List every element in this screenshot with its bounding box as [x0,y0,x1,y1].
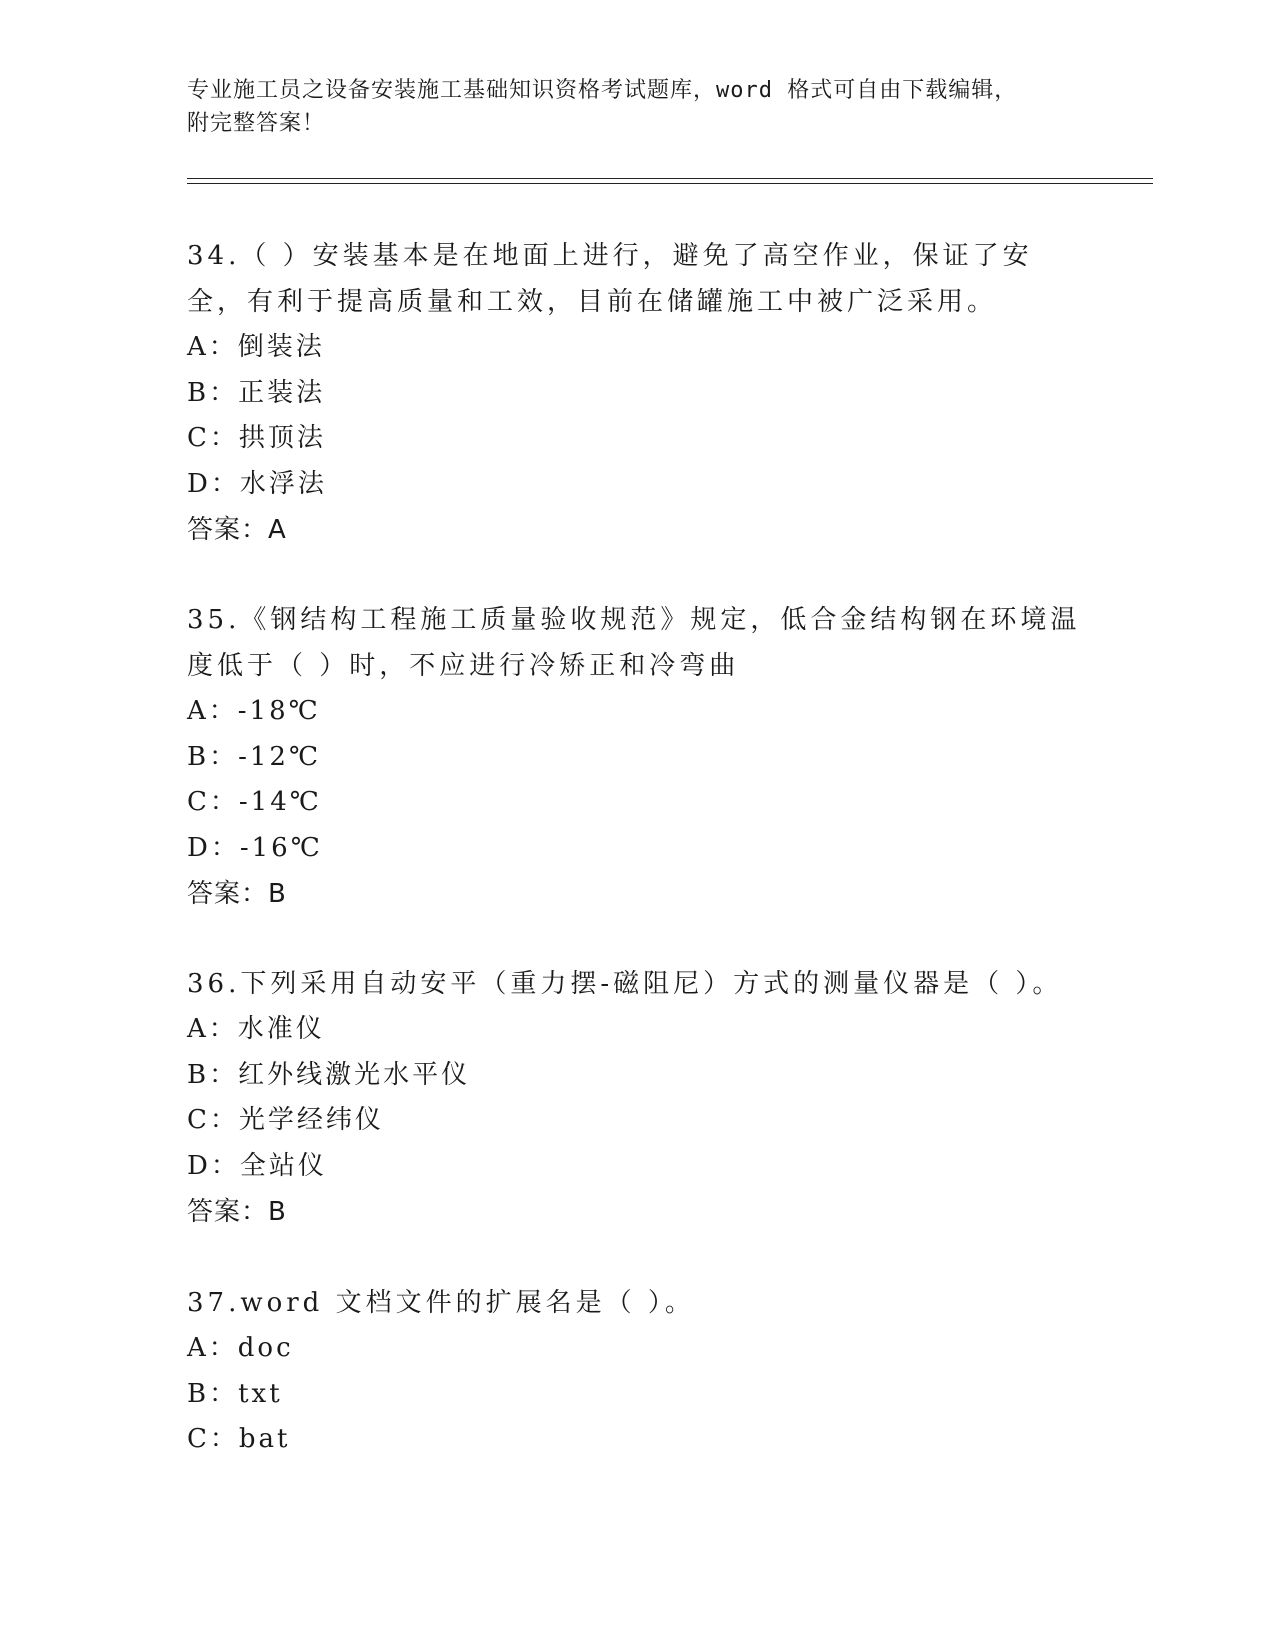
question-text: 37.word 文档文件的扩展名是（ ）。 [187,1288,695,1318]
question-text: 36.下列采用自动安平（重力摆-磁阻尼）方式的测量仪器是（ ）。 [187,969,1063,999]
header-divider-bottom [187,183,1153,184]
option-b: B：红外线激光水平仪 [187,1059,471,1090]
question-36 [187,961,1087,1235]
header-line-1: 专业施工员之设备安装施工基础知识资格考试题库，word 格式可自由下载编辑， [187,78,1018,103]
option-a: A：doc [187,1333,294,1363]
question-34 [187,233,1087,553]
option-d: D：-16℃ [187,832,323,863]
option-d: D：全站仪 [187,1150,327,1181]
option-b: B：-12℃ [187,741,322,772]
question-35 [187,597,1087,917]
answer: 答案：A [187,515,287,545]
option-c: C：光学经纬仪 [187,1105,384,1135]
header-divider-top [187,178,1153,179]
header-line-2: 附完整答案！ [187,111,326,136]
question-text: 35.《钢结构工程施工质量验收规范》规定，低合金结构钢在环境温度低于（ ）时，不应进行冷矫正和冷弯曲 [187,605,1081,681]
option-c: C：拱顶法 [187,423,326,453]
option-d: D：水浮法 [187,468,327,499]
option-c: C：bat [187,1424,291,1454]
question-37 [187,1280,1087,1463]
document-header [187,74,1067,140]
option-b: B：正装法 [187,377,326,408]
answer: 答案：B [187,879,287,909]
answer: 答案：B [187,1197,287,1227]
option-a: A：水准仪 [187,1014,325,1044]
option-c: C：-14℃ [187,787,322,817]
option-a: A：-18℃ [187,696,321,726]
option-b: B：txt [187,1378,283,1409]
option-a: A：倒装法 [187,332,325,362]
question-text: 34.（ ）安装基本是在地面上进行，避免了高空作业，保证了安全，有利于提高质量和工效，目前在储罐施工中被广泛采用。 [187,241,1033,317]
